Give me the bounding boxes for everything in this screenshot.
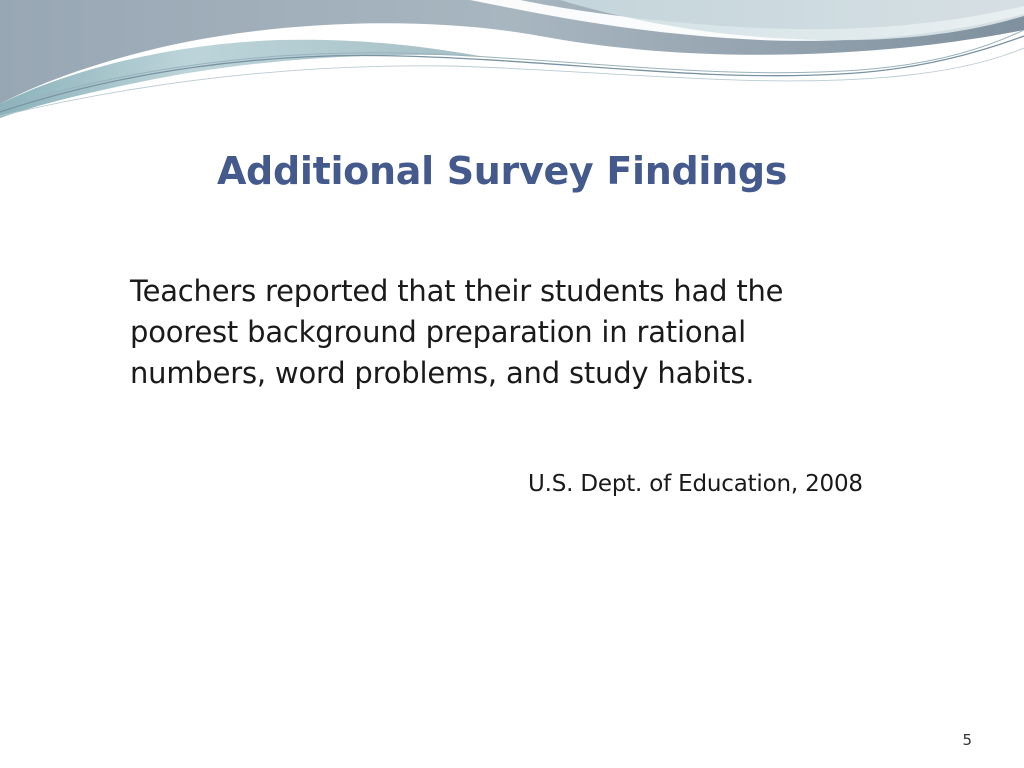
slide-title: Additional Survey Findings [216,149,788,193]
slide-body-text: Teachers reported that their students had the poorest background preparation in rational numbers, word problems, and study habits. [130,274,784,390]
citation-text: U.S. Dept. of Education, 2008 [528,471,863,497]
slide-number: 5 [962,731,972,749]
header-wave-decoration [0,0,1024,130]
